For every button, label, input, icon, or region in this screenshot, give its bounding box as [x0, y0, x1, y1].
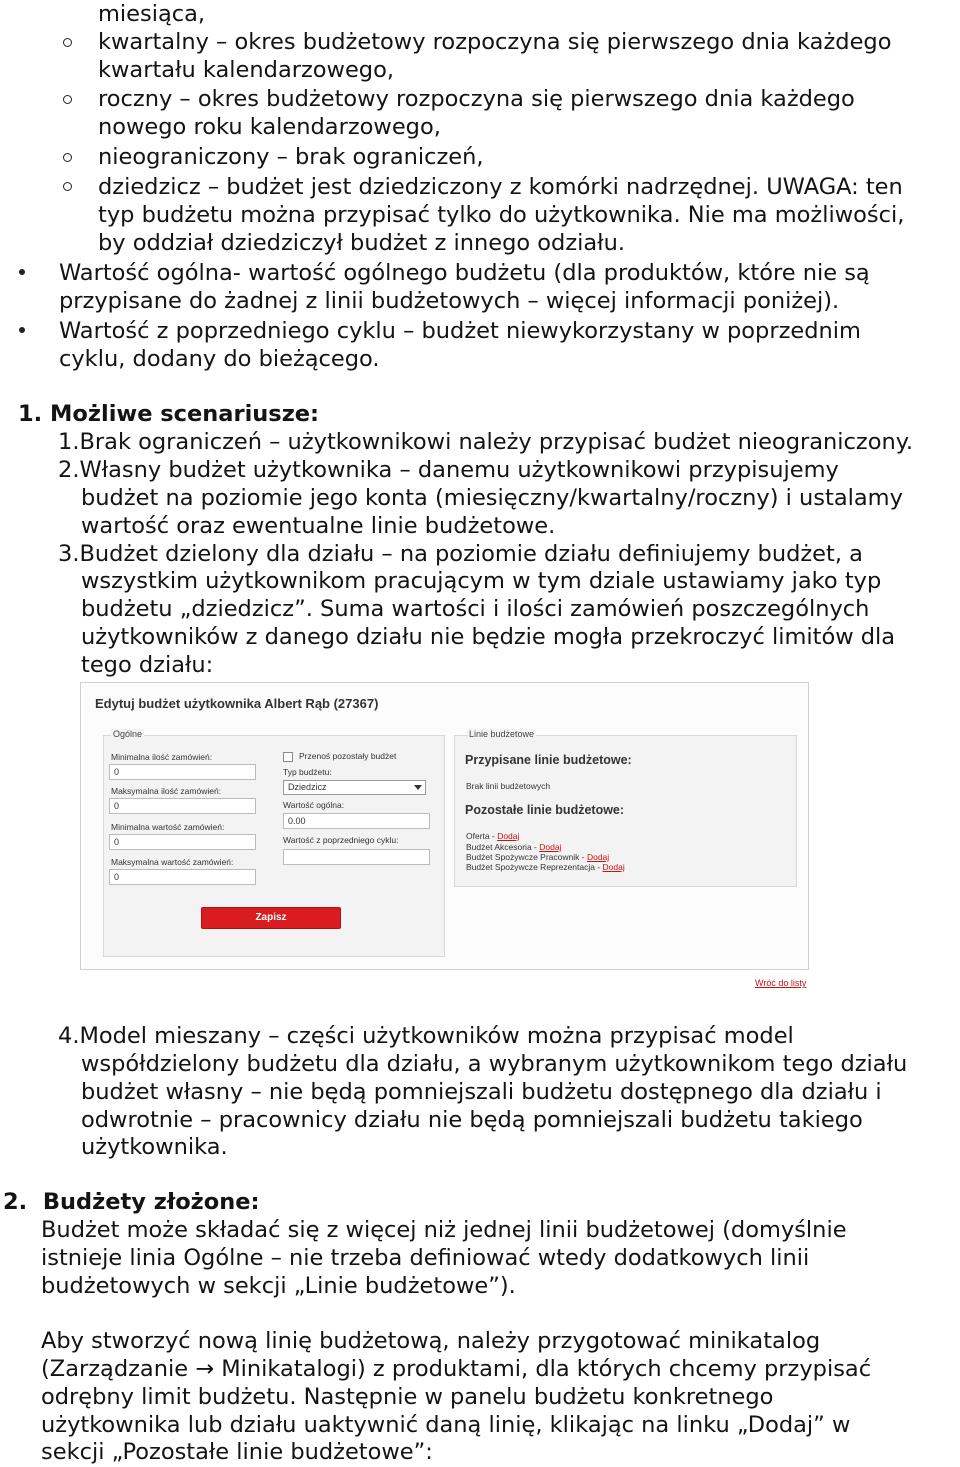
budget-type-select[interactable]	[283, 780, 426, 795]
budget-type-label: Typ budżetu:	[283, 767, 332, 777]
scenario-item-1: 1.Brak ograniczeń – użytkownikowi należy przypisać budżet nieograniczony.	[58, 429, 913, 455]
max-value-label: Maksymalna wartość zamówień:	[111, 857, 234, 867]
budget-line-item	[466, 863, 625, 873]
add-line-link[interactable]: Dodaj	[602, 862, 625, 872]
dot-bullet-icon	[19, 269, 25, 275]
list-item-total-value-cont: przypisane do żadnej z linii budżetowych – więcej informacji poniżej).	[59, 288, 840, 314]
list-item-yearly-cont: nowego roku kalendarzowego,	[98, 114, 441, 140]
budget-line-item	[466, 832, 519, 842]
add-line-link[interactable]: Dodaj	[539, 842, 562, 852]
panel-title: Edytuj budżet użytkownika Albert Rąb (27367)	[95, 696, 379, 711]
list-text-continuation: miesiąca,	[98, 1, 206, 27]
total-value-label: Wartość ogólna:	[283, 800, 345, 810]
scenario-item-4: 4.Model mieszany – części użytkowników można przypisać model	[58, 1023, 794, 1049]
chevron-down-icon	[414, 785, 422, 790]
add-line-link[interactable]: Dodaj	[497, 831, 520, 841]
previous-cycle-label: Wartość z poprzedniego cyklu:	[283, 835, 399, 845]
scenario-item-4-cont4: użytkownika.	[81, 1134, 228, 1160]
budget-lines-legend: Linie budżetowe	[469, 729, 535, 739]
scenario-item-4-cont3: odwrotnie – pracownicy działu nie będą pomniejszali budżetu takiego	[81, 1107, 863, 1133]
composite-paragraph-2-cont2: odrębny limit budżetu. Następnie w panelu budżetu konkretnego	[41, 1384, 774, 1410]
list-item-inherit-cont: typ budżetu można przypisać tylko do użytkownika. Nie ma możliwości,	[98, 202, 905, 228]
list-item-inherit: dziedzicz – budżet jest dziedziczony z komórki nadrzędnej. UWAGA: ten	[98, 174, 903, 200]
min-qty-label: Minimalna ilość zamówień:	[111, 752, 213, 762]
circle-bullet-icon	[63, 95, 72, 104]
min-value-input[interactable]: 0	[109, 834, 256, 850]
add-line-link[interactable]: Dodaj	[586, 852, 610, 862]
min-qty-input[interactable]: 0	[109, 764, 256, 780]
list-item-unlimited: nieograniczony – brak ograniczeń,	[98, 144, 484, 170]
composite-paragraph-2-cont: (Zarządzanie → Minikatalogi) z produktami, dla których chcemy przypisać	[41, 1356, 872, 1382]
budget-line-name: Budżet Spożywcze Reprezentacja -	[466, 862, 603, 872]
max-value-input[interactable]: 0	[109, 869, 256, 885]
no-lines-text: Brak linii budżetowych	[466, 781, 551, 791]
scenario-item-3-cont4: tego działu:	[81, 652, 214, 678]
max-qty-input[interactable]: 0	[109, 798, 256, 814]
carry-over-checkbox[interactable]	[283, 752, 293, 762]
scenario-item-3-cont3: użytkowników z danego działu nie będzie mogła przekroczyć limitów dla	[81, 624, 896, 650]
section-heading-composite: 2. Budżety złożone:	[3, 1189, 260, 1215]
scenario-item-4-cont2: budżet własny – nie będą pomniejszali budżetu dostępnego dla działu i	[81, 1079, 882, 1105]
previous-cycle-input[interactable]	[283, 849, 430, 865]
budget-line-name: Budżet Spożywcze Pracownik -	[466, 852, 587, 862]
max-qty-label: Maksymalna ilość zamówień:	[111, 786, 222, 796]
list-item-yearly: roczny – okres budżetowy rozpoczyna się pierwszego dnia każdego	[98, 86, 855, 112]
back-to-list-link[interactable]: Wróć do listy	[755, 978, 807, 988]
list-item-total-value: Wartość ogólna- wartość ogólnego budżetu (dla produktów, które nie są	[59, 260, 870, 286]
min-value-label: Minimalna wartość zamówień:	[111, 822, 225, 832]
scenario-item-3-cont: wszystkim użytkownikom pracującym w tym dziale ustawiamy jako typ	[81, 568, 882, 594]
composite-paragraph-2-cont3: użytkownika lub działu uaktywnić daną linię, klikając na linku „Dodaj” w	[41, 1412, 851, 1438]
budget-edit-screenshot	[80, 682, 809, 970]
composite-paragraph-1-cont: istnieje linia Ogólne – nie trzeba definiować wtedy dodatkowych linii	[41, 1245, 810, 1271]
scenario-item-3-cont2: budżetu „dziedzicz”. Suma wartości i ilości zamówień poszczególnych	[81, 596, 870, 622]
section-heading-scenarios: 1. Możliwe scenariusze:	[18, 401, 320, 427]
scenario-item-2-cont2: wartość oraz ewentualne linie budżetowe.	[81, 513, 556, 539]
circle-bullet-icon	[63, 153, 72, 162]
other-lines-heading: Pozostałe linie budżetowe:	[465, 803, 625, 817]
budget-line-name: Budżet Akcesoria -	[466, 842, 540, 852]
composite-paragraph-1-cont2: budżetowych w sekcji „Linie budżetowe”).	[41, 1273, 516, 1299]
total-value-input[interactable]: 0.00	[283, 813, 430, 829]
budget-line-name: Oferta -	[466, 831, 498, 841]
save-button[interactable]: Zapisz	[201, 907, 341, 929]
scenario-item-3: 3.Budżet dzielony dla działu – na poziomie działu definiujemy budżet, a	[58, 541, 863, 567]
composite-paragraph-2-cont4: sekcji „Pozostałe linie budżetowe”:	[41, 1439, 433, 1465]
circle-bullet-icon	[63, 38, 72, 47]
composite-paragraph-2: Aby stworzyć nową linię budżetową, należy przygotować minikatalog	[41, 1328, 821, 1354]
list-item-inherit-cont2: by oddział dziedziczył budżet z innego odziału.	[98, 230, 625, 256]
general-legend: Ogólne	[113, 729, 143, 739]
scenario-item-4-cont: współdzielony budżetu dla działu, a wybranym użytkownikom tego działu	[81, 1051, 908, 1077]
list-item-previous-cycle: Wartość z poprzedniego cyklu – budżet niewykorzystany w poprzednim	[59, 318, 861, 344]
assigned-lines-heading: Przypisane linie budżetowe:	[465, 753, 632, 767]
scenario-item-2: 2.Własny budżet użytkownika – danemu użytkownikowi przypisujemy	[58, 457, 839, 483]
circle-bullet-icon	[63, 182, 72, 191]
list-item-quarterly-cont: kwartału kalendarzowego,	[98, 57, 395, 83]
list-item-previous-cycle-cont: cyklu, dodany do bieżącego.	[59, 346, 380, 372]
budget-type-value: Dziedzicz	[288, 782, 327, 792]
composite-paragraph-1: Budżet może składać się z więcej niż jednej linii budżetowej (domyślnie	[41, 1217, 847, 1243]
scenario-item-2-cont: budżet na poziomie jego konta (miesięczny/kwartalny/roczny) i ustalamy	[81, 485, 903, 511]
dot-bullet-icon	[19, 327, 25, 333]
list-item-quarterly: kwartalny – okres budżetowy rozpoczyna się pierwszego dnia każdego	[98, 29, 892, 55]
carry-over-label: Przenoś pozostały budżet	[299, 751, 397, 761]
